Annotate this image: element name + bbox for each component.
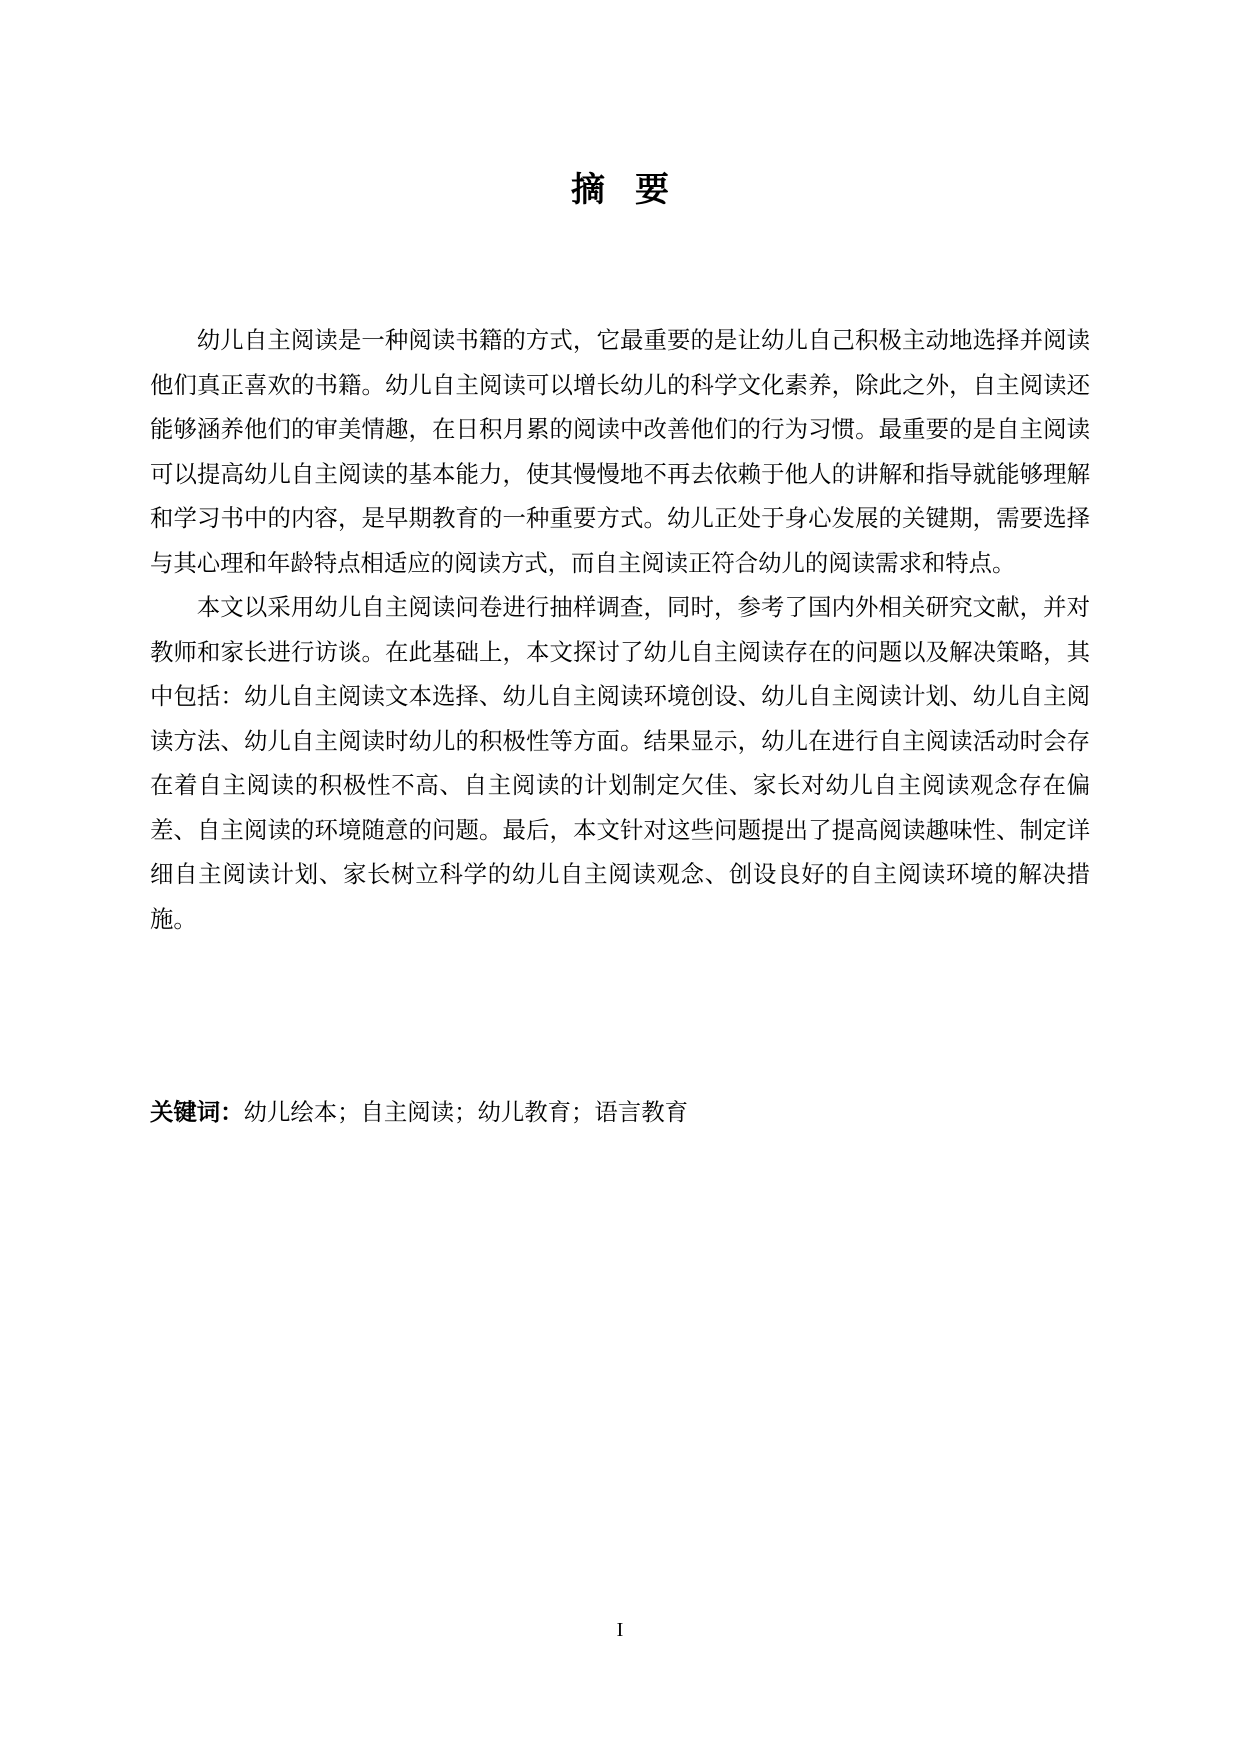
abstract-title: 摘要: [571, 170, 699, 210]
abstract-paragraph-1: 幼儿自主阅读是一种阅读书籍的方式，它最重要的是让幼儿自己积极主动地选择并阅读他们真正喜欢的书籍。幼儿自主阅读可以增长幼儿的科学文化素养，除此之外，自主阅读还能够涵养他们的审美情趣，在日积月累的阅读中改善他们的行为习惯。最重要的是自主阅读可以提高幼儿自主阅读的基本能力，使其慢慢地不再去依赖于他人的讲解和指导就能够理解和学习书中的内容，是早期教育的一种重要方式。幼儿正处于身心发展的关键期，需要选择与其心理和年龄特点相适应的阅读方式，而自主阅读正符合幼儿的阅读需求和特点。: [150, 326, 1090, 577]
keywords-line: [150, 1090, 1090, 1134]
page-number: I: [616, 1619, 624, 1641]
abstract-body: [150, 318, 1090, 941]
abstract-paragraph-2: 本文以采用幼儿自主阅读问卷进行抽样调查，同时，参考了国内外相关研究文献，并对教师和家长进行访谈。在此基础上，本文探讨了幼儿自主阅读存在的问题以及解决策略，其中包括：幼儿自主阅读文本选择、幼儿自主阅读环境创设、幼儿自主阅读计划、幼儿自主阅读方法、幼儿自主阅读时幼儿的积极性等方面。结果显示，幼儿在进行自主阅读活动时会存在着自主阅读的积极性不高、自主阅读的计划制定欠佳、家长对幼儿自主阅读观念存在偏差、自主阅读的环境随意的问题。最后，本文针对这些问题提出了提高阅读趣味性、制定详细自主阅读计划、家长树立科学的幼儿自主阅读观念、创设良好的自主阅读环境的解决措施。: [150, 593, 1090, 933]
keywords-list: 幼儿绘本；自主阅读；幼儿教育；语言教育: [243, 1098, 688, 1126]
keywords-label: 关键词：: [150, 1098, 244, 1126]
